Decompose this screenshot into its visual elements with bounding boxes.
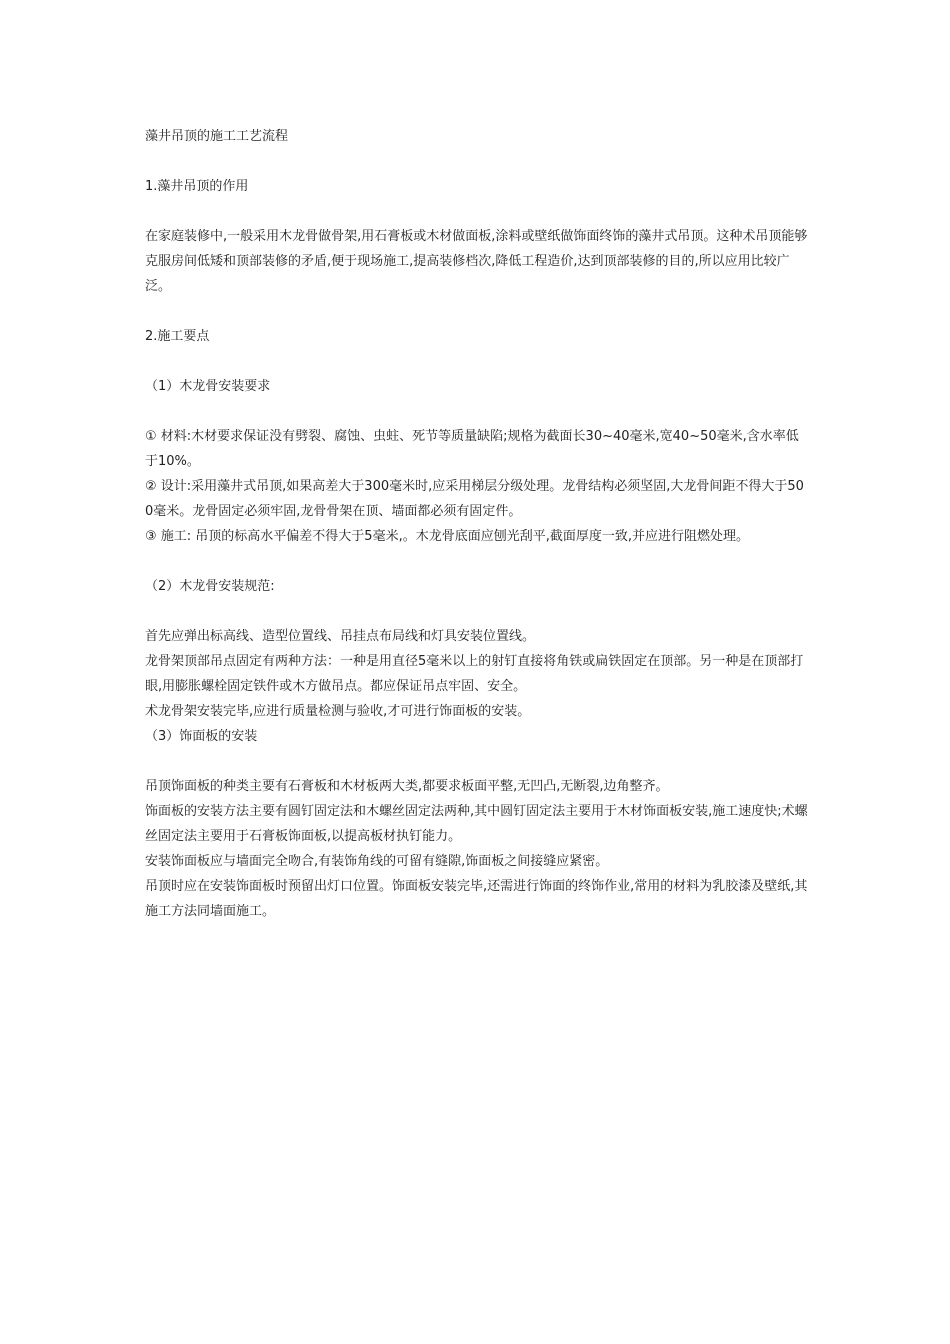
- document-title: 藻井吊顶的施工工艺流程: [145, 129, 289, 144]
- spacer: [145, 199, 810, 224]
- sub3-item: 吊顶时应在安装饰面板时预留出灯口位置。饰面板安装完毕,还需进行饰面的终饰作业,常用的材料为乳胶漆及壁纸,其施工方法同墙面施工。: [145, 879, 808, 919]
- spacer: [145, 599, 810, 624]
- section2-heading: 2.施工要点: [145, 329, 210, 344]
- spacer: [145, 149, 810, 174]
- sub3-item: 安装饰面板应与墙面完全吻合,有装饰角线的可留有缝隙,饰面板之间接缝应紧密。: [145, 854, 609, 869]
- spacer: [145, 299, 810, 324]
- spacer: [145, 549, 810, 574]
- sub1-item-construction: ③ 施工: 吊顶的标高水平偏差不得大于5毫米,。木龙骨底面应刨光刮平,截面厚度一致,并应进行阻燃处理。: [145, 529, 749, 544]
- sub2-item: 术龙骨架安装完毕,应进行质量检测与验收,才可进行饰面板的安装。: [145, 704, 531, 719]
- sub3-item: 吊顶饰面板的种类主要有石膏板和木材板两大类,都要求板面平整,无凹凸,无断裂,边角整齐。: [145, 779, 669, 794]
- sub3-heading: （3）饰面板的安装: [145, 729, 258, 744]
- section1-heading: 1.藻井吊顶的作用: [145, 179, 249, 194]
- spacer: [145, 349, 810, 374]
- sub1-item-design: ② 设计:采用藻井式吊顶,如果高差大于300毫米时,应采用梯层分级处理。龙骨结构必须坚固,大龙骨间距不得大于500毫米。龙骨固定必须牢固,龙骨骨架在顶、墙面都必须有固定件。: [145, 479, 804, 519]
- sub2-item: 首先应弹出标高线、造型位置线、吊挂点布局线和灯具安装位置线。: [145, 629, 536, 644]
- sub1-item-materials: ① 材料:木材要求保证没有劈裂、腐蚀、虫蛀、死节等质量缺陷;规格为截面长30~40毫米,宽40~50毫米,含水率低于10%。: [145, 429, 799, 469]
- sub1-heading: （1）木龙骨安装要求: [145, 379, 271, 394]
- document-page: [145, 124, 810, 924]
- spacer: [145, 749, 810, 774]
- sub3-item: 饰面板的安装方法主要有圆钉固定法和木螺丝固定法两种,其中圆钉固定法主要用于木材饰面板安装,施工速度快;术螺丝固定法主要用于石膏板饰面板,以提高板材执钉能力。: [145, 804, 808, 844]
- sub2-heading: （2）木龙骨安装规范:: [145, 579, 275, 594]
- spacer: [145, 399, 810, 424]
- section1-paragraph: 在家庭装修中,一般采用木龙骨做骨架,用石膏板或木材做面板,涂料或壁纸做饰面终饰的藻井式吊顶。这种术吊顶能够克服房间低矮和顶部装修的矛盾,便于现场施工,提高装修档次,降低工程造价,达到顶部装修的目的,所以应用比较广泛。: [145, 229, 808, 294]
- sub2-item: 龙骨架顶部吊点固定有两种方法：一种是用直径5毫米以上的射钉直接将角铁或扁铁固定在顶部。另一种是在顶部打眼,用膨胀螺栓固定铁件或木方做吊点。都应保证吊点牢固、安全。: [145, 654, 804, 694]
